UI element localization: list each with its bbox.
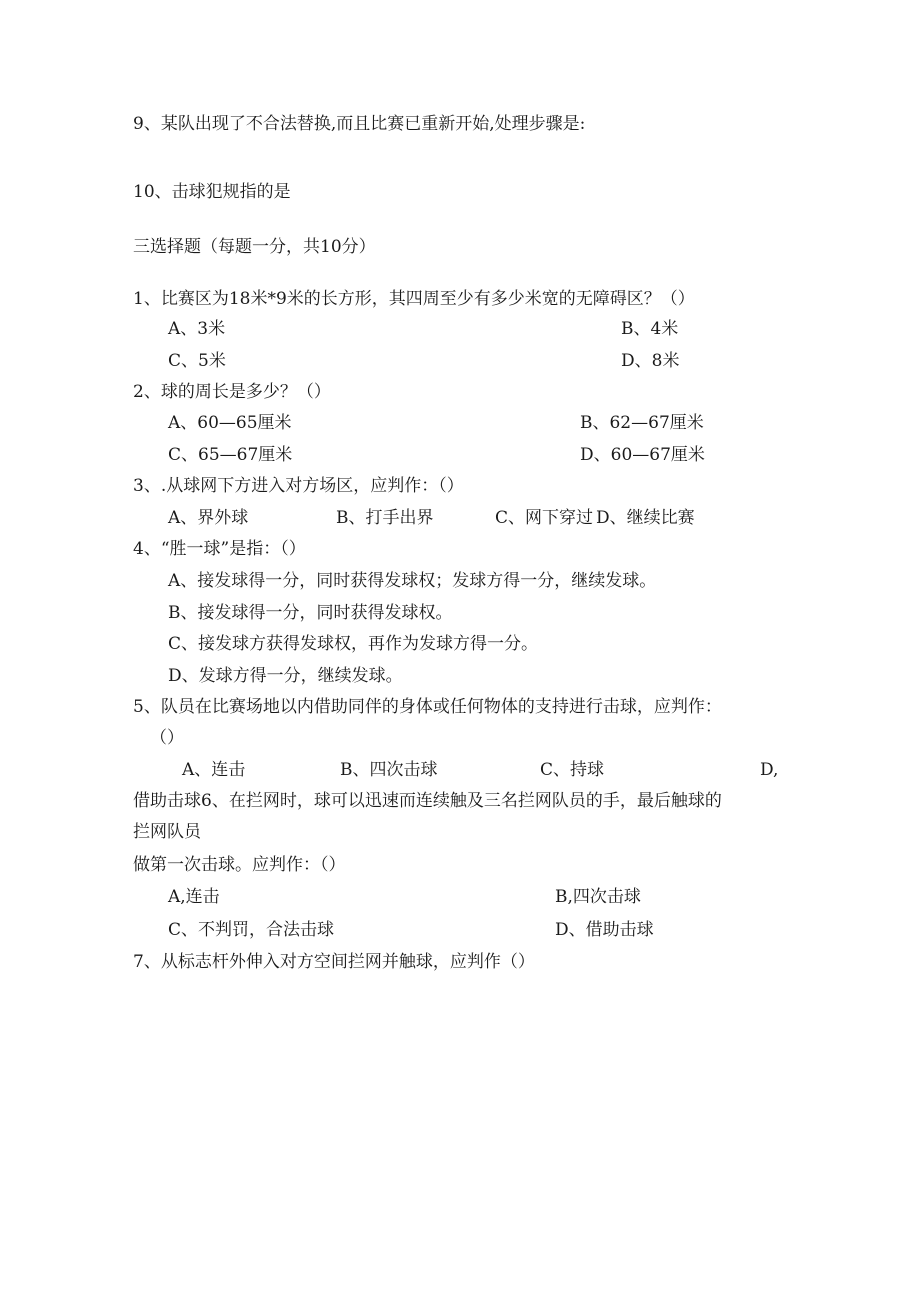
question-4-option-b: B、接发球得一分，同时获得发球权。 xyxy=(168,603,453,623)
question-5-option-a: A、连击 xyxy=(182,760,246,780)
question-3-stem: 3、.从球网下方进入对方场区，应判作：（） xyxy=(133,476,464,496)
question-6-option-a: A,连击 xyxy=(168,887,220,907)
question-2-stem: 2、球的周长是多少？（） xyxy=(133,382,331,402)
question-10: 10、击球犯规指的是 xyxy=(133,182,291,202)
question-1-option-d: D、8米 xyxy=(621,351,680,371)
question-3-option-d: D、继续比赛 xyxy=(596,508,695,528)
question-4-stem: 4、“胜一球”是指：（） xyxy=(133,539,306,559)
question-4-option-c: C、接发球方获得发球权，再作为发球方得一分。 xyxy=(168,634,539,654)
question-9: 9、某队出现了不合法替换,而且比赛已重新开始,处理步骤是: xyxy=(133,114,586,134)
question-6-option-c: C、不判罚，合法击球 xyxy=(168,920,335,940)
question-5-stem: 5、队员在比赛场地以内借助同伴的身体或任何物体的支持进行击球，应判作： xyxy=(133,697,722,717)
question-3-option-a: A、界外球 xyxy=(168,508,249,528)
question-6-option-b: B,四次击球 xyxy=(555,887,641,907)
question-6-option-d: D、借助击球 xyxy=(555,920,654,940)
question-2-option-a: A、60—65厘米 xyxy=(168,413,292,433)
question-5-option-c: C、持球 xyxy=(540,760,605,780)
section-title: 三选择题（每题一分，共10分） xyxy=(133,237,376,257)
question-5-option-b: B、四次击球 xyxy=(340,760,438,780)
question-6-stem: 做第一次击球。应判作：（） xyxy=(133,855,346,875)
question-5-option-d: D, xyxy=(760,760,779,780)
question-1-option-c: C、5米 xyxy=(168,351,226,371)
question-2-option-b: B、62—67厘米 xyxy=(580,413,704,433)
question-4-option-a: A、接发球得一分，同时获得发球权；发球方得一分，继续发球。 xyxy=(168,571,657,591)
question-1-option-a: A、3米 xyxy=(168,319,226,339)
question-2-option-c: C、65—67厘米 xyxy=(168,445,293,465)
question-3-option-c: C、网下穿过 xyxy=(495,508,594,528)
question-3-option-b: B、打手出界 xyxy=(336,508,434,528)
question-7-stem: 7、从标志杆外伸入对方空间拦网并触球，应判作（） xyxy=(133,952,535,972)
question-4-option-d: D、发球方得一分，继续发球。 xyxy=(168,666,403,686)
question-5-stem-cont: （） xyxy=(150,728,184,748)
question-6-stem-start: 拦网队员 xyxy=(133,822,201,842)
question-1-option-b: B、4米 xyxy=(621,319,679,339)
question-5-trailing: 借助击球6、在拦网时，球可以迅速而连续触及三名拦网队员的手，最后触球的 xyxy=(133,791,722,811)
question-1-stem: 1、比赛区为18米*9米的长方形，其四周至少有多少米宽的无障碍区？（） xyxy=(133,289,695,309)
question-2-option-d: D、60—67厘米 xyxy=(580,445,705,465)
